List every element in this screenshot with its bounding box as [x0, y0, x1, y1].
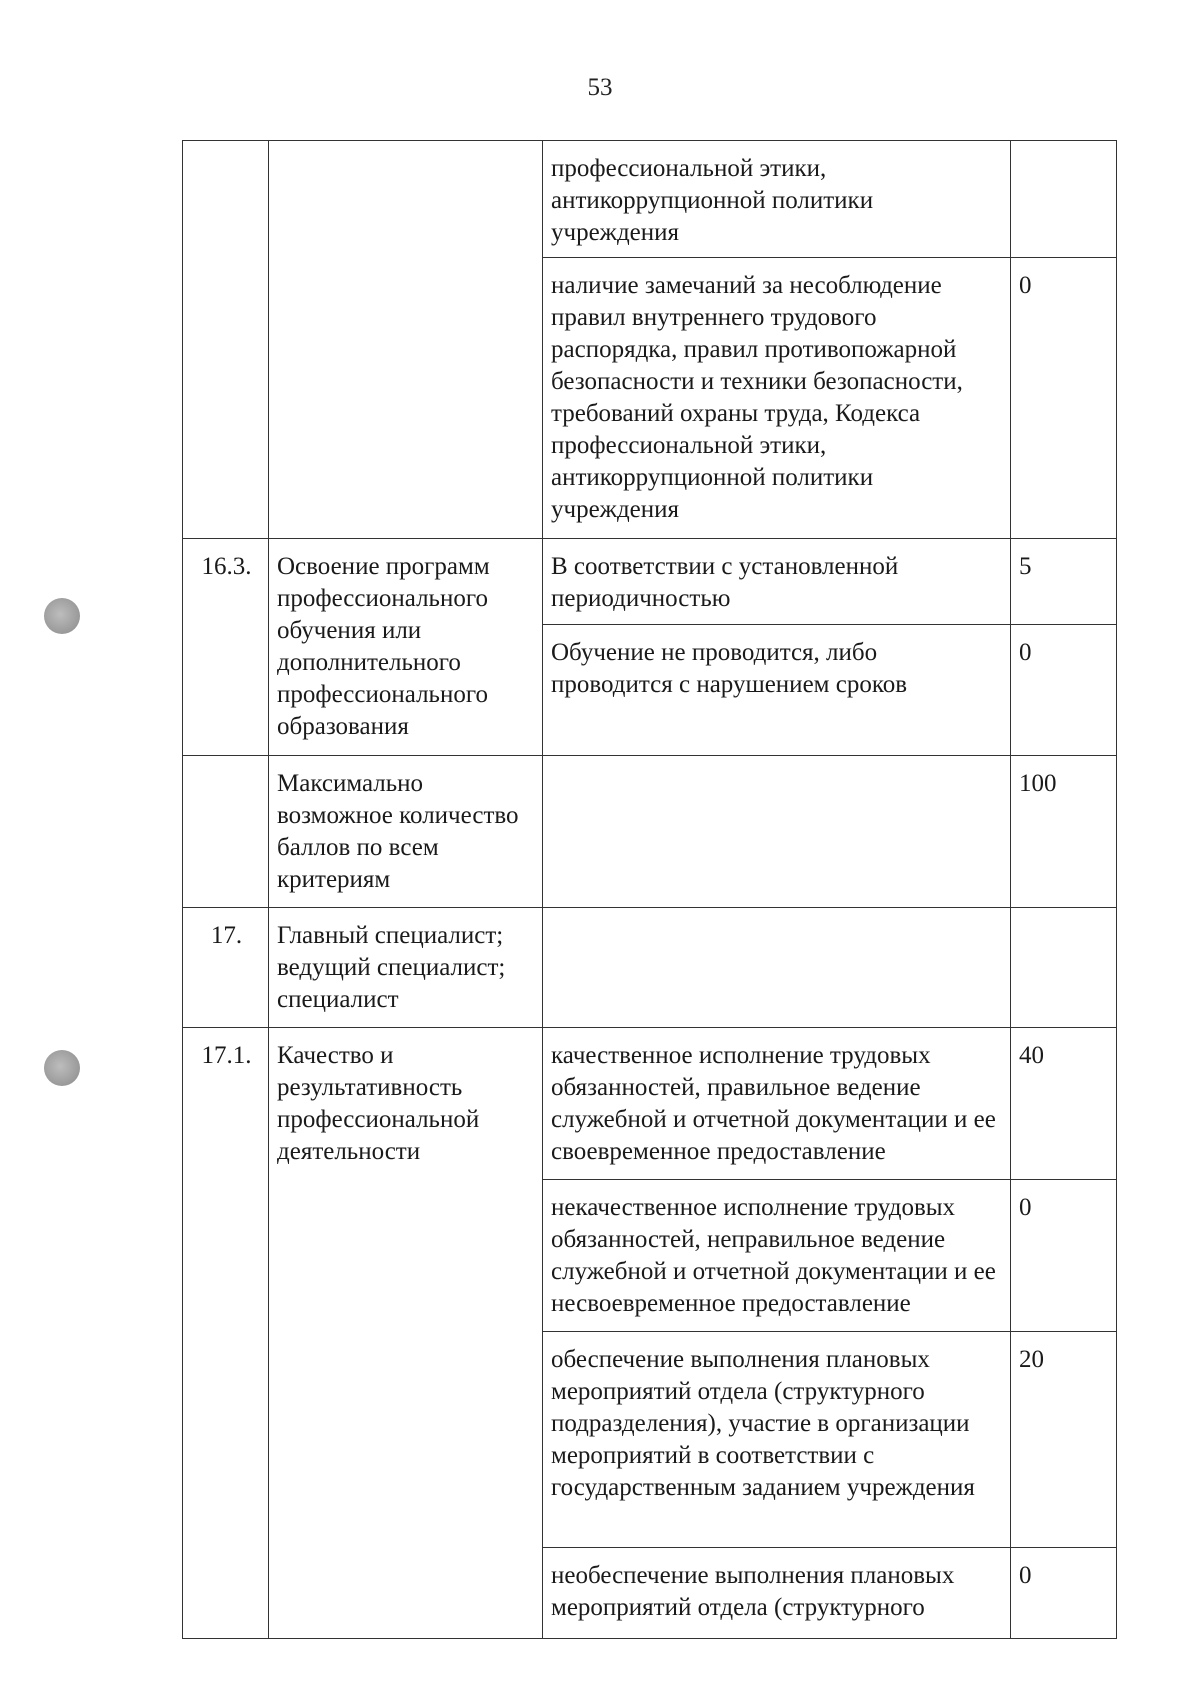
score-cell: 0 — [1011, 258, 1117, 539]
score-cell: 20 — [1011, 1332, 1117, 1548]
number-cell — [183, 141, 269, 539]
indicator-cell: некачественное исполнение трудовых обязанностей, неправильное ведение служебной и отчетной документации и ее несвоевременное предоставление — [543, 1180, 1011, 1332]
indicator-cell — [543, 756, 1011, 908]
score-cell: 40 — [1011, 1028, 1117, 1180]
indicator-cell: качественное исполнение трудовых обязанностей, правильное ведение служебной и отчетной документации и ее своевременное предоставление — [543, 1028, 1011, 1180]
punch-hole-bottom — [44, 1050, 80, 1086]
table-row — [183, 539, 1117, 625]
score-cell: 0 — [1011, 625, 1117, 756]
criterion-cell: Главный специалист; ведущий специалист; специалист — [269, 908, 543, 1028]
indicator-cell — [543, 908, 1011, 1028]
criteria-table — [182, 140, 1117, 1639]
score-cell: 0 — [1011, 1548, 1117, 1639]
indicator-cell: Обучение не проводится, либо проводится с нарушением сроков — [543, 625, 1011, 756]
table-row — [183, 1028, 1117, 1180]
score-cell: 100 — [1011, 756, 1117, 908]
score-cell: 5 — [1011, 539, 1117, 625]
criterion-cell: Качество и результативность профессиональной деятельности — [269, 1028, 543, 1639]
number-cell: 16.3. — [183, 539, 269, 756]
score-cell — [1011, 908, 1117, 1028]
number-cell — [183, 756, 269, 908]
score-cell: 0 — [1011, 1180, 1117, 1332]
score-cell — [1011, 141, 1117, 258]
table-row — [183, 756, 1117, 908]
table-row — [183, 908, 1117, 1028]
indicator-cell: профессиональной этики, антикоррупционной политики учреждения — [543, 141, 1011, 258]
number-cell: 17.1. — [183, 1028, 269, 1639]
table-row — [183, 141, 1117, 258]
criterion-cell: Максимально возможное количество баллов по всем критериям — [269, 756, 543, 908]
indicator-cell: наличие замечаний за несоблюдение правил внутреннего трудового распорядка, правил противопожарной безопасности и техники безопасности, требований охраны труда, Кодекса профессиональной этики, антикоррупционной политики учреждения — [543, 258, 1011, 539]
indicator-cell: необеспечение выполнения плановых мероприятий отдела (структурного — [543, 1548, 1011, 1639]
criterion-cell: Освоение программ профессионального обучения или дополнительного профессионального образования — [269, 539, 543, 756]
punch-hole-top — [44, 598, 80, 634]
page-number: 53 — [587, 74, 613, 101]
indicator-cell: обеспечение выполнения плановых мероприятий отдела (структурного подразделения), участие в организации мероприятий в соответствии с государственным заданием учреждения — [543, 1332, 1011, 1548]
number-cell: 17. — [183, 908, 269, 1028]
criterion-cell — [269, 141, 543, 539]
indicator-cell: В соответствии с установленной периодичностью — [543, 539, 1011, 625]
